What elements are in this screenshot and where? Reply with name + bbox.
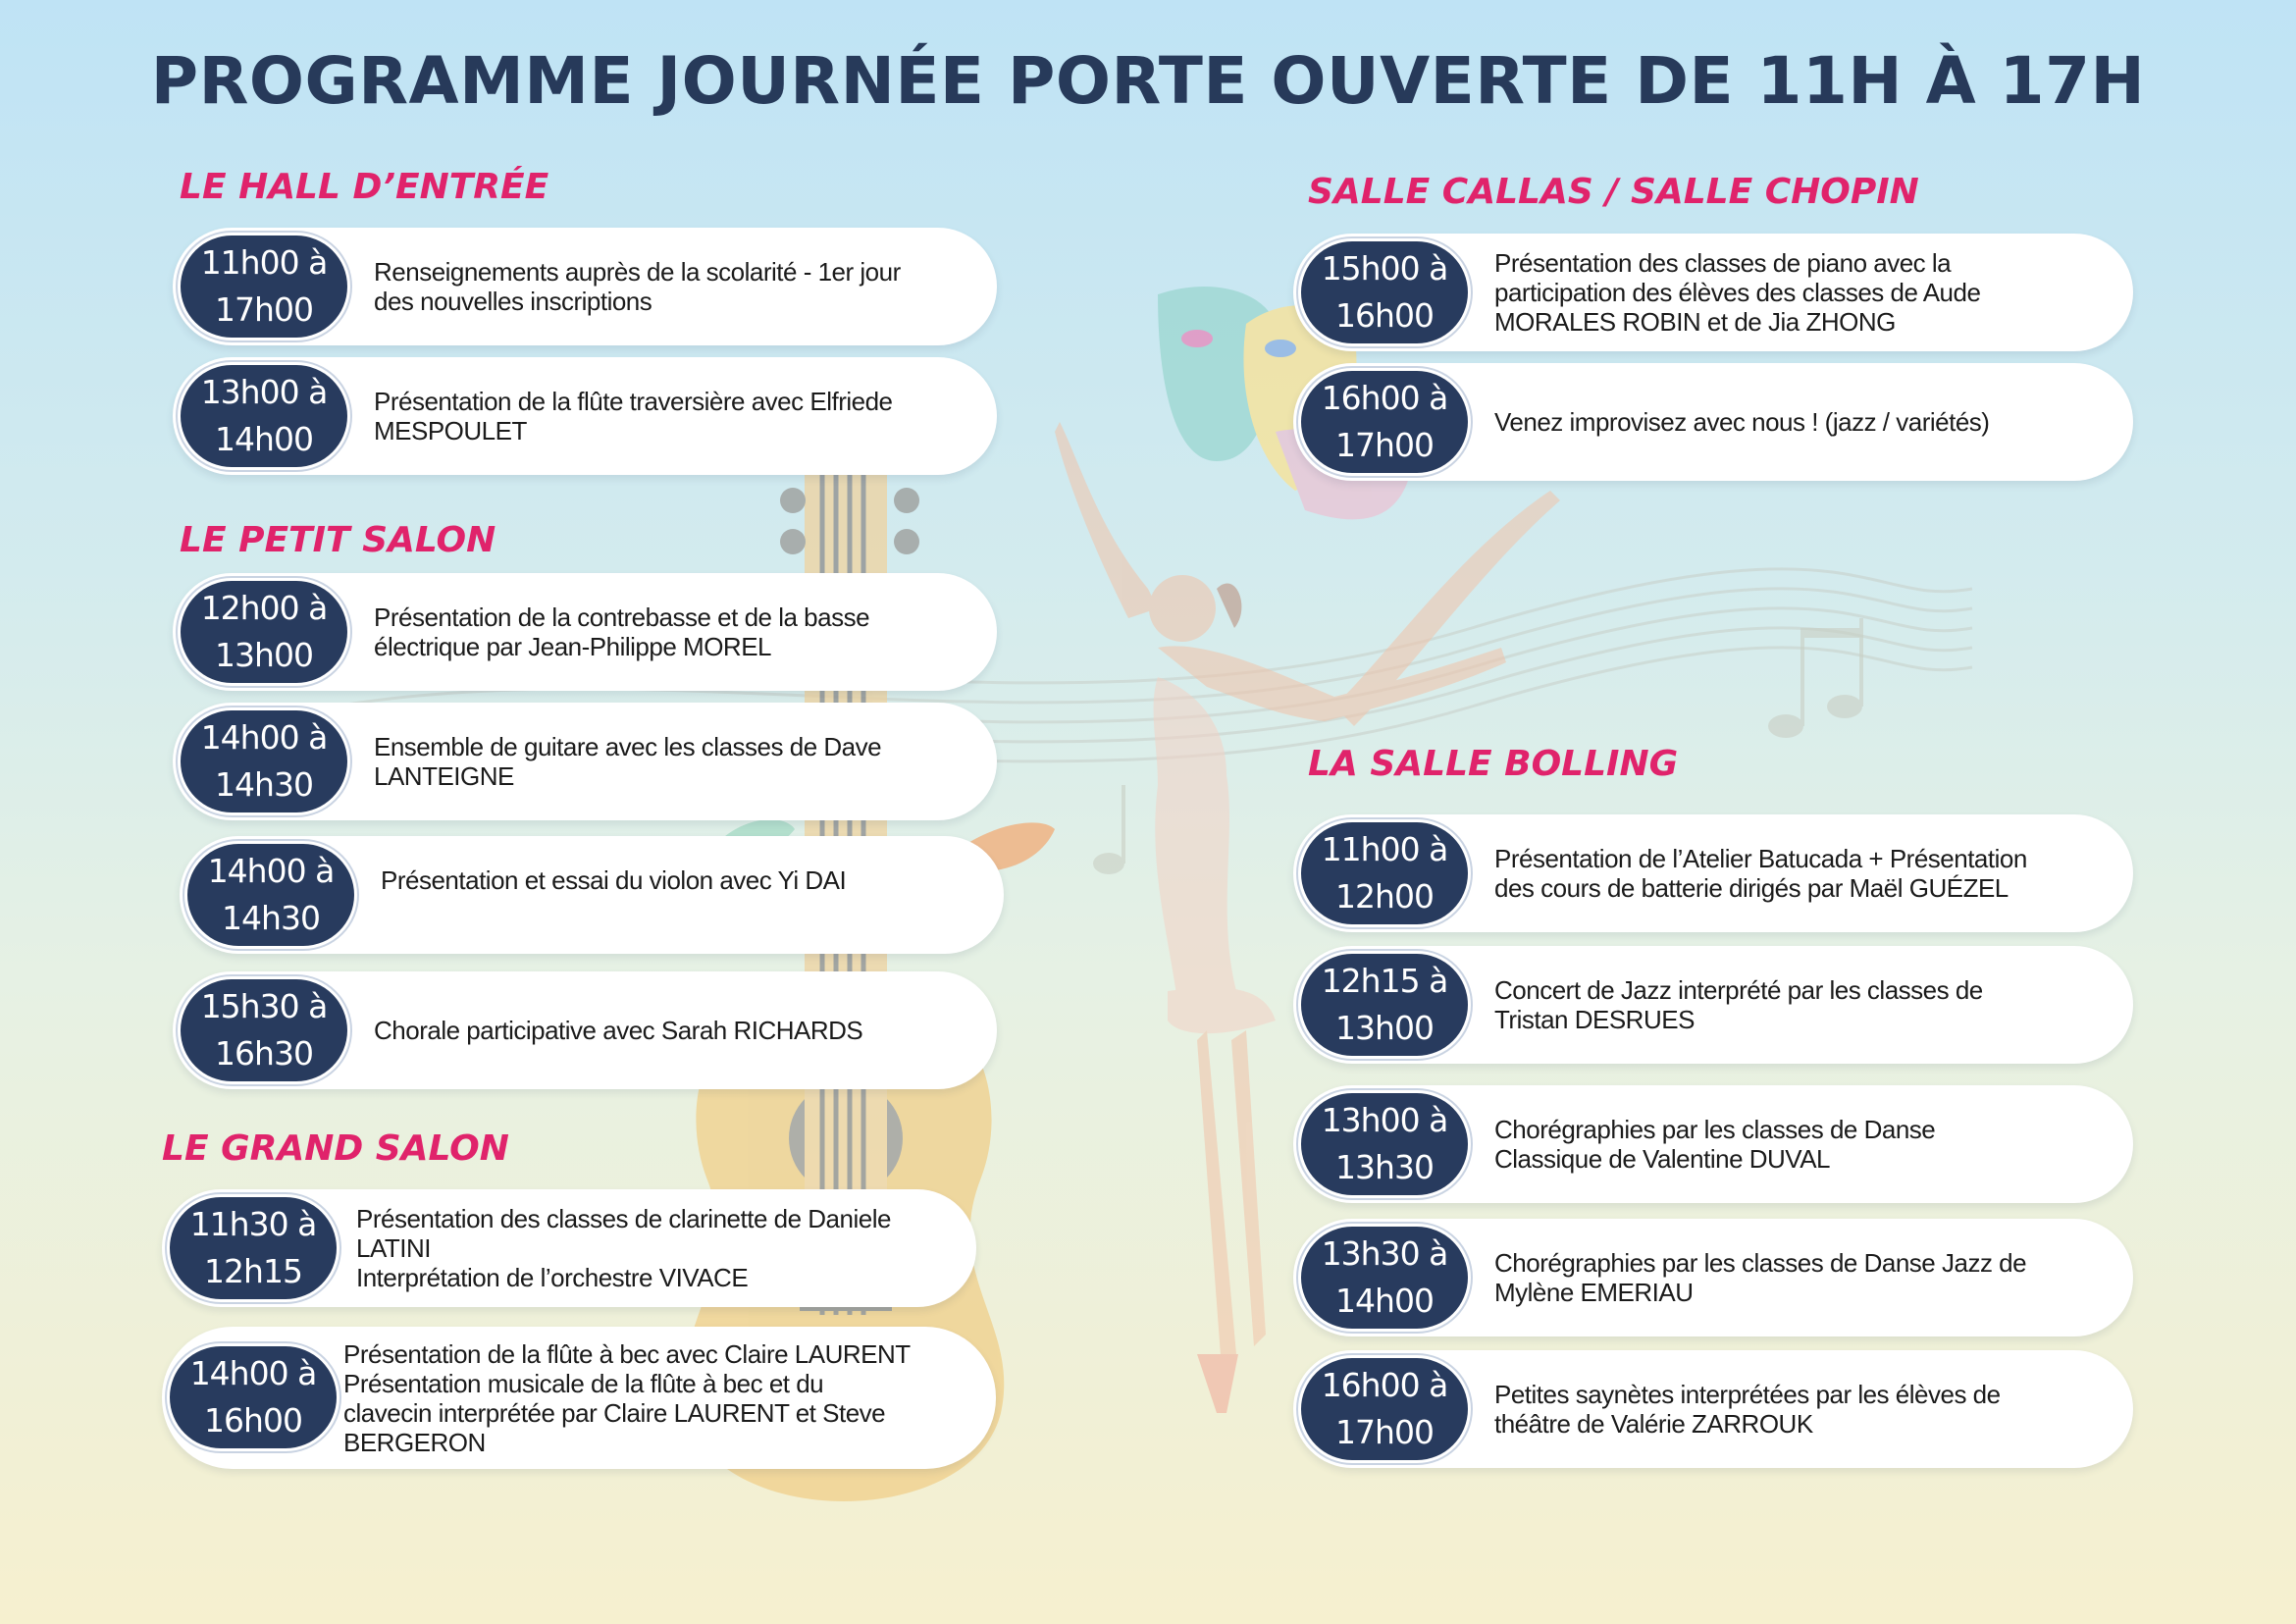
section-title-hall: LE HALL D’ENTRÉE: [180, 167, 549, 207]
time-start: 15h00 à: [1321, 249, 1448, 288]
schedule-item: [180, 836, 1004, 954]
time-badge: [1301, 1358, 1468, 1460]
time-start: 13h00 à: [200, 373, 328, 411]
activity-description: Présentation des classes de clarinette de Daniele LATINI Interprétation de l’orchestre VIVACE: [356, 1204, 891, 1292]
time-start: 11h00 à: [200, 243, 328, 282]
time-badge: [181, 236, 347, 338]
schedule-item: [173, 703, 997, 820]
time-badge: [1301, 241, 1468, 343]
time-badge: [1301, 954, 1468, 1056]
time-end: 13h00: [215, 636, 313, 674]
section-title-callas-chopin: SALLE CALLAS / SALLE CHOPIN: [1308, 172, 1919, 212]
schedule-item: [162, 1327, 996, 1469]
schedule-item: [162, 1189, 976, 1307]
time-start: 12h00 à: [200, 589, 328, 627]
time-end: 14h30: [215, 765, 313, 804]
activity-description: Concert de Jazz interprété par les classes de Tristan DESRUES: [1494, 975, 1983, 1034]
time-end: 13h30: [1335, 1148, 1434, 1186]
time-end: 14h00: [1335, 1282, 1434, 1320]
activity-description: Présentation de la flûte à bec avec Claire LAURENT Présentation musicale de la flûte à bec et du clavecin interprétée par Claire LAURENT et Steve BERGERON: [343, 1338, 911, 1457]
section-title-grand-salon: LE GRAND SALON: [162, 1128, 509, 1169]
activity-description: Présentation et essai du violon avec Yi DAI: [381, 865, 847, 895]
time-end: 13h00: [1335, 1009, 1434, 1047]
activity-description: Petites saynètes interprétées par les élèves de théâtre de Valérie ZARROUK: [1494, 1380, 2001, 1439]
time-end: 12h00: [1335, 877, 1434, 916]
time-end: 14h00: [215, 420, 313, 458]
time-start: 12h15 à: [1321, 962, 1448, 1000]
time-start: 13h00 à: [1321, 1101, 1448, 1139]
time-end: 16h00: [204, 1401, 302, 1440]
time-badge: [187, 844, 354, 946]
time-start: 13h30 à: [1321, 1234, 1448, 1273]
schedule-item: [173, 228, 997, 345]
time-end: 14h30: [222, 899, 320, 937]
time-start: 14h00 à: [207, 852, 335, 890]
activity-description: Présentation de l’Atelier Batucada + Présentation des cours de batterie dirigés par Maël GUÉZEL: [1494, 844, 2027, 903]
time-badge: [181, 581, 347, 683]
activity-description: Renseignements auprès de la scolarité - 1er jour des nouvelles inscriptions: [374, 257, 901, 316]
activity-description: Présentation de la contrebasse et de la basse électrique par Jean-Philippe MOREL: [374, 602, 870, 661]
time-end: 17h00: [1335, 1413, 1434, 1451]
schedule-item: [1293, 1350, 2133, 1468]
schedule-item: [173, 971, 997, 1089]
activity-description: Ensemble de guitare avec les classes de Dave LANTEIGNE: [374, 732, 882, 791]
time-badge: [181, 710, 347, 812]
section-title-bolling: LA SALLE BOLLING: [1308, 744, 1679, 784]
time-end: 16h30: [215, 1034, 313, 1073]
schedule-item: [1293, 946, 2133, 1064]
schedule-item: [1293, 1085, 2133, 1203]
time-start: 14h00 à: [200, 718, 328, 757]
activity-description: Présentation de la flûte traversière avec Elfriede MESPOULET: [374, 387, 893, 445]
time-end: 17h00: [215, 290, 313, 329]
schedule-item: [1293, 1219, 2133, 1336]
time-end: 17h00: [1335, 426, 1434, 464]
schedule-item: [173, 573, 997, 691]
time-start: 15h30 à: [200, 987, 328, 1025]
time-start: 14h00 à: [189, 1354, 317, 1392]
time-end: 16h00: [1335, 296, 1434, 335]
time-start: 16h00 à: [1321, 1366, 1448, 1404]
time-end: 12h15: [204, 1252, 302, 1290]
time-badge: [170, 1197, 337, 1299]
time-badge: [181, 979, 347, 1081]
time-badge: [170, 1346, 337, 1448]
time-start: 11h30 à: [189, 1205, 317, 1243]
section-title-petit-salon: LE PETIT SALON: [180, 520, 496, 560]
activity-description: Venez improvisez avec nous ! (jazz / variétés): [1494, 407, 1990, 437]
time-badge: [1301, 1227, 1468, 1329]
time-badge: [1301, 371, 1468, 473]
page-title: PROGRAMME JOURNÉE PORTE OUVERTE DE 11H À 17H: [150, 43, 2146, 119]
activity-description: Chorégraphies par les classes de Danse Classique de Valentine DUVAL: [1494, 1115, 1936, 1174]
schedule-item: [1293, 814, 2133, 932]
time-badge: [1301, 1093, 1468, 1195]
schedule-item: [173, 357, 997, 475]
time-start: 11h00 à: [1321, 830, 1448, 868]
activity-description: Présentation des classes de piano avec la participation des élèves des classes de Aude MORALES ROBIN et de Jia ZHONG: [1494, 248, 1981, 337]
schedule-item: [1293, 234, 2133, 351]
time-start: 16h00 à: [1321, 379, 1448, 417]
activity-description: Chorégraphies par les classes de Danse Jazz de Mylène EMERIAU: [1494, 1248, 2027, 1307]
activity-description: Chorale participative avec Sarah RICHARDS: [374, 1016, 863, 1045]
schedule-item: [1293, 363, 2133, 481]
time-badge: [181, 365, 347, 467]
time-badge: [1301, 822, 1468, 924]
